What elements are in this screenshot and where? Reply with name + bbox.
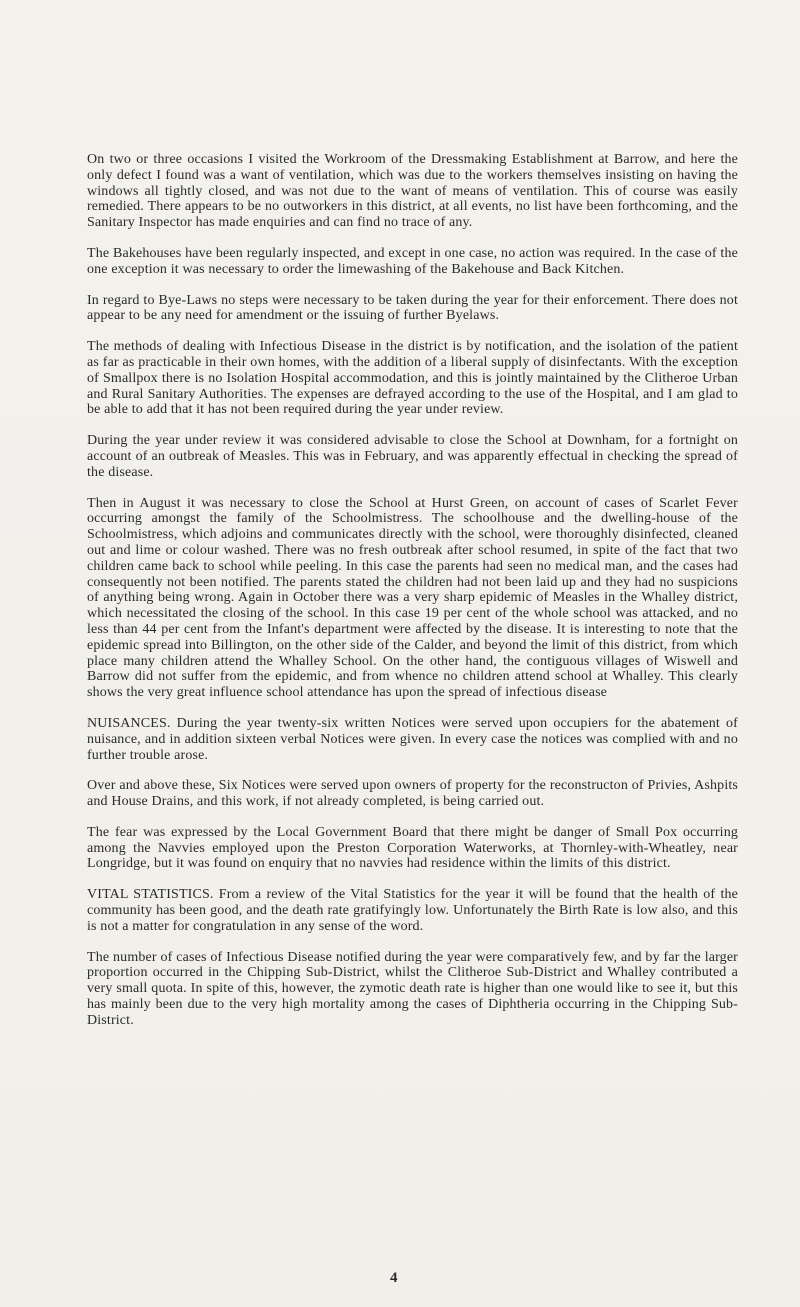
document-body: [87, 152, 738, 1044]
paragraph-dressmaking: On two or three occasions I visited the Workroom of the Dressmaking Establishment at Barrow, and here the only defect I found was a want of ventilation, which was due to the workers themselves insisting on having the windows all tightly closed, and was not due to the want of means of ventilation. This of course was easily remedied. There appears to be no outworkers in this district, at all events, no list have been forthcoming, and the Sanitary Inspector has made enquiries and can find no trace of any.: [87, 152, 738, 231]
page-number: 4: [390, 1270, 398, 1286]
paragraph-small-pox: The fear was expressed by the Local Government Board that there might be danger of Small Pox occurring among the Navvies employed upon the Preston Corporation Waterworks, at Thornley-with-Wheatley, near Longridge, but it was found on enquiry that no navvies had residence within the limits of this district.: [87, 824, 738, 872]
paragraph-bakehouses: The Bakehouses have been regularly inspected, and except in one case, no action was required. In the case of the one exception it was necessary to order the limewashing of the Bakehouse and Back Kitchen.: [87, 245, 738, 277]
paragraph-nuisances: NUISANCES. During the year twenty-six written Notices were served upon occupiers for the abatement of nuisance, and in addition sixteen verbal Notices were given. In every case the notices was complied with and no further trouble arose.: [87, 715, 738, 763]
paragraph-bye-laws: In regard to Bye-Laws no steps were necessary to be taken during the year for their enforcement. There does not appear to be any need for amendment or the issuing of further Byelaws.: [87, 292, 738, 324]
paragraph-downham-school: During the year under review it was considered advisable to close the School at Downham, for a fortnight on account of an outbreak of Measles. This was in February, and was apparently effectual in checking the spread of the disease.: [87, 433, 738, 480]
paragraph-infectious-disease: The methods of dealing with Infectious Disease in the district is by notification, and the isolation of the patient as far as practicable in their own homes, with the addition of a liberal supply of disinfectants. With the exception of Smallpox there is no Isolation Hospital accommodation, and this is jointly maintained by the Clitheroe Urban and Rural Sanitary Authorities. The expenses are defrayed according to the use of the Hospital, and I am glad to be able to add that it has not been required during the year under review.: [87, 339, 738, 418]
paragraph-infectious-cases: The number of cases of Infectious Disease notified during the year were comparatively few, and by far the larger proportion occurred in the Chipping Sub-District, whilst the Clitheroe Sub-District and Whalley contributed a very small quota. In spite of this, however, the zymotic death rate is higher than one would like to see it, but this has mainly been due to the very high mortality among the cases of Diphtheria occurring in the Chipping Sub-District.: [87, 949, 738, 1028]
paragraph-hurst-green: Then in August it was necessary to close the School at Hurst Green, on account of cases of Scarlet Fever occurring amongst the family of the Schoolmistress. The schoolhouse and the dwelling-house of the Schoolmistress, which adjoins and communicates directly with the school, were thoroughly disinfected, cleaned out and lime or colour washed. There was no fresh outbreak after school resumed, in spite of the fact that two children came back to school while peeling. In this case the parents had seen no medical man, and the cases had consequently not been notified. The parents stated the children had not been laid up and they had no suspicions of anything being wrong. Again in October there was a very sharp epidemic of Measles in the Whalley district, which necessitated the closing of the school. In this case 19 per cent of the whole school was attacked, and no less than 44 per cent from the Infant's department were affected by the disease. It is interesting to note that the epidemic spread into Billington, on the other side of the Calder, and beyond the limit of this district, from which place many children attend the Whalley School. On the other hand, the contiguous villages of Wiswell and Barrow did not suffer from the epidemic, and from whence no children attend school at Whalley. This clearly shows the very great influence school attendance has upon the spread of infectious disease: [87, 495, 738, 701]
paragraph-vital-statistics: VITAL STATISTICS. From a review of the Vital Statistics for the year it will be found that the health of the community has been good, and the death rate gratifyingly low. Unfortunately the Birth Rate is low also, and this is not a matter for congratulation in any sense of the word.: [87, 887, 738, 934]
paragraph-notices-owners: Over and above these, Six Notices were served upon owners of property for the reconstructon of Privies, Ashpits and House Drains, and this work, if not already completed, is being carried out.: [87, 778, 738, 810]
